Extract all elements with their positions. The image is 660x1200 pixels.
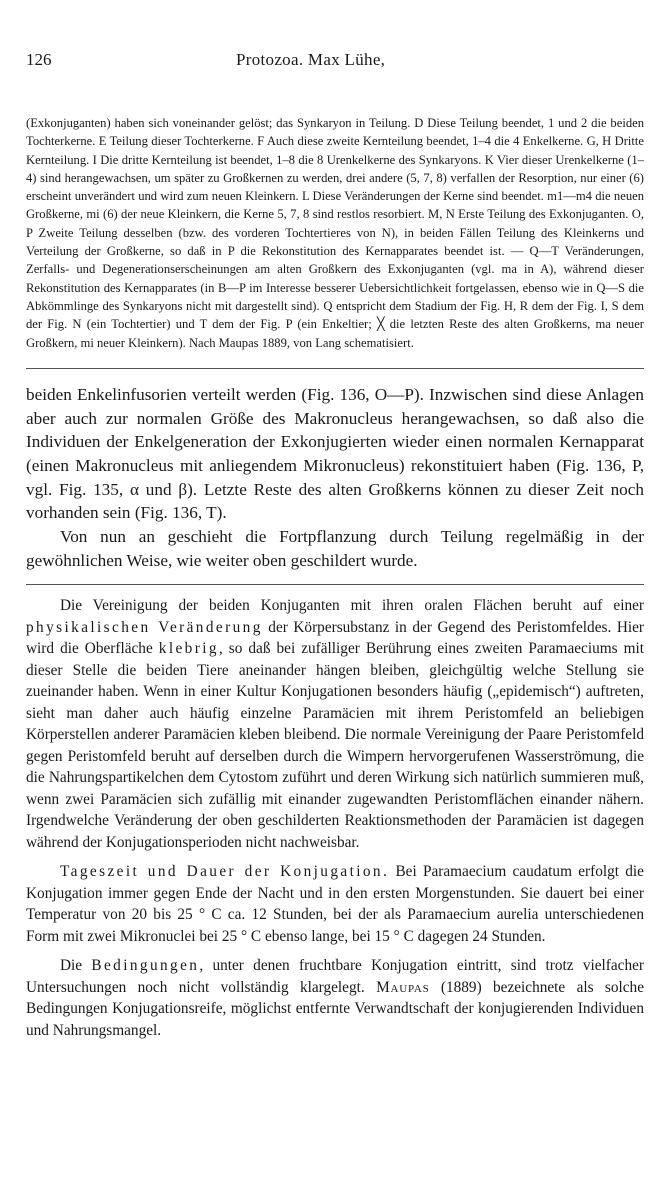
small-paragraph-2	[26, 861, 644, 947]
text-run: (1889) bezeichnete als solche Bedingungen Konjugationsreife, möglichst entfernte Verwandtschaft der konjugierenden Individuen und Nahrungsmangel.	[26, 978, 644, 1039]
emphasis-spaced: physikalischen Veränderung	[26, 618, 263, 636]
author-name: Maupas	[376, 978, 430, 996]
section-divider	[26, 584, 644, 585]
running-head: Protozoa. Max Lühe,	[236, 50, 386, 69]
caption-divider	[26, 368, 644, 369]
section-heading-spaced: Tageszeit und Dauer der Konjugation.	[60, 863, 390, 881]
text-run: , so daß bei zufälliger Berührung eines zweiten Paramaeciums mit dieser Stelle die beiden Tiere aneinander hängen bleiben, gleichgültig welche Stellung sie zueinander haben. Wenn in einer Kultur Konjugationen besonders häufig („epidemisch“) auftreten, sieht man daher auch häufig einzelne Paramäcien mit ihrem Peristomfeld an beliebigen Körperstellen anderer Paramäcien kleben bleibend. Die normale Vereinigung der Paare Peristomfeld gegen Peristomfeld beruht auf derselben durch die Wimpern hervorgerufenen Wasserströmung, die die Nahrungspartikelchen dem Cytostom zuführt und deren Wirkung sich natürlich summieren muß, wenn zwei Paramäcien sich zufällig mit einander zugewandten Peristomflächen einander nähern. Irgendwelche Veränderung der oben geschilderten Reaktionsmethoden der Paramäcien ist dagegen während der Konjugationsperioden nicht nachweisbar.	[26, 640, 645, 851]
text-run: Bei Paramaecium caudatum erfolgt die Konjugation immer gegen Ende der Nacht und in den ersten Morgenstunden. Sie dauert bei einer Temperatur von 20 bis 25 ° C ca. 12 Stunden, bei der als Paramaecium aurelia unterschiedenen Form mit zwei Mikronuclei bei 25 ° C ebenso lange, bei 15 ° C dagegen 24 Stunden.	[26, 863, 644, 945]
text-run: Die	[60, 957, 92, 975]
main-paragraph-1: beiden Enkelinfusorien verteilt werden (Fig. 136, O—P). Inzwischen sind diese Anlagen aber auch zur normalen Größe des Makronucleus herangewachsen, so daß also die Individuen der Enkelgeneration der Exkonjugierten wieder einen normalen Kernapparat (einen Makronucleus mit anliegendem Mikronucleus) rekonstituiert haben (Fig. 136, P, vgl. Fig. 135, α und β). Letzte Reste des alten Großkerns können zu dieser Zeit noch vorhanden sein (Fig. 136, T).	[26, 384, 644, 523]
text-run: , unter denen fruchtbare Konjugation eintritt, sind trotz vielfacher Untersuchungen noch nicht vollständig klargelegt.	[26, 957, 644, 996]
small-paragraph-1	[26, 595, 644, 853]
text-run: der Körpersubstanz in der Gegend des Peristomfeldes. Hier wird die Oberfläche	[26, 618, 644, 658]
text-run: Die Vereinigung der beiden Konjuganten mit ihren oralen Flächen beruht auf einer	[60, 597, 644, 615]
emphasis-spaced: klebrig	[158, 640, 219, 658]
page-number: 126	[26, 50, 52, 69]
book-page	[26, 44, 644, 1041]
page-header	[26, 44, 644, 70]
small-print-section	[26, 595, 644, 1041]
emphasis-spaced: Bedingungen	[91, 957, 200, 975]
figure-caption-text: (Exkonjuganten) haben sich voneinander gelöst; das Synkaryon in Teilung. D Diese Teilung beendet, 1 und 2 die beiden Tochterkerne. E Teilung dieser Tochterkerne. F Auch diese zweite Kernteilung beendet, 1–4 die 4 Enkelkerne. G, H Dritte Kernteilung. I Die dritte Kernteilung ist beendet, 1–8 die 8 Urenkelkerne des Synkaryons. K Vier dieser Urenkelkerne (1–4) sind herangewachsen, um später zu Großkernen zu werden, drei andere (5, 7, 8) verfallen der Resorption, nur einer (6) erscheint unverändert und wird zum neuen Kleinkern. L Diese Veränderungen der Kerne sind beendet. m1—m4 die neuen Großkerne, mi (6) der neue Kleinkern, die Kerne 5, 7, 8 sind restlos resorbiert. M, N Erste Teilung des Exkonjuganten. O, P Zweite Teilung desselben (bzw. des vorderen Tochtertieres von N), in beiden Fällen Teilung des Kleinkerns und Verteilung der Großkerne, so daß in P die Rekonstitution des Kernapparates beendet ist. — Q—T Veränderungen, Zerfalls- und Degenerationserscheinungen am alten Großkern des Exkonjuganten (vgl. ma in A), während dieser Rekonstitution des Kernapparates (in B—P im Interesse besserer Uebersichtlichkeit fortgelassen, ebenso wie in Q—S die Abkömmlinge des Synkaryons nicht mit dargestellt sind). Q entspricht dem Stadium der Fig. H, R dem der Fig. I, S dem der Fig. N (ein Tochtertier) und T dem der Fig. P (ein Enkeltier; ╳ die letzten Reste des alten Großkerns, ma neuer Großkern, mi neuer Kleinkern). Nach Maupas 1889, von Lang schematisiert.	[26, 116, 644, 350]
small-paragraph-3	[26, 955, 644, 1041]
figure-caption	[26, 114, 644, 352]
main-text	[26, 383, 644, 573]
main-paragraph-2: Von nun an geschieht die Fortpflanzung durch Teilung regelmäßig in der gewöhnlichen Weise, wie weiter oben geschildert wurde.	[26, 527, 644, 570]
